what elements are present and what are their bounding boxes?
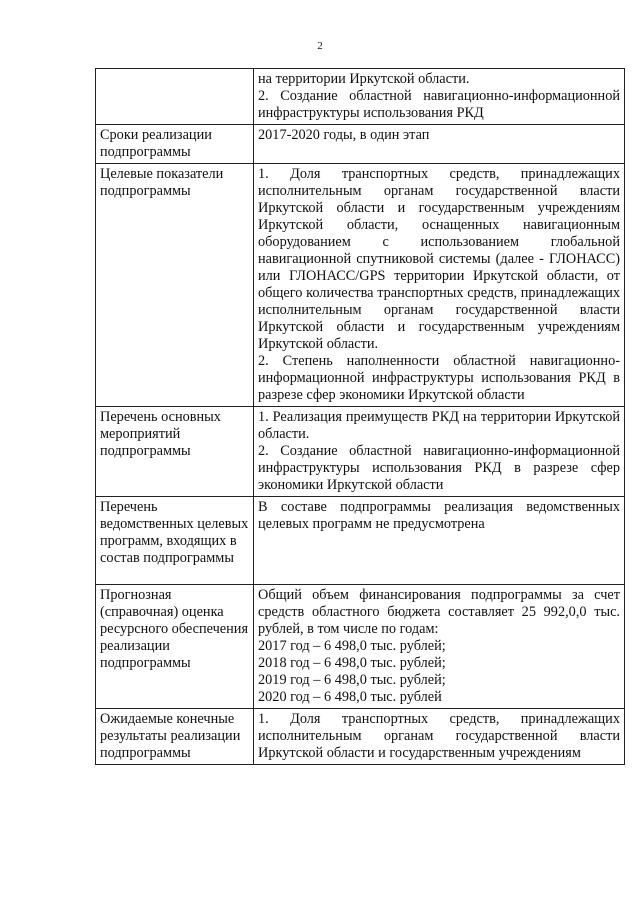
row-content bbox=[254, 125, 625, 164]
row-content bbox=[254, 407, 625, 497]
content-paragraph: В составе подпрограммы реализация ведомственных целевых программ не предусмотрена bbox=[258, 499, 620, 532]
content-paragraph: 2017-2020 годы, в один этап bbox=[258, 127, 430, 143]
row-content bbox=[254, 709, 625, 765]
table-row bbox=[96, 709, 625, 765]
row-label: Целевые показатели подпрограммы bbox=[96, 164, 254, 407]
content-paragraph: 2. Степень наполненности областной навигационно-информационной инфраструктуры использования РКД в разрезе сфер экономики Иркутской области bbox=[258, 353, 620, 403]
table-row bbox=[96, 69, 625, 125]
content-paragraph: 2019 год – 6 498,0 тыс. рублей; bbox=[258, 672, 446, 688]
subprogram-passport-table bbox=[95, 68, 625, 765]
content-paragraph: 2. Создание областной навигационно-информационной инфраструктуры использования РКД в разрезе сфер экономики Иркутской области bbox=[258, 443, 620, 493]
content-paragraph: Общий объем финансирования подпрограммы за счет средств областного бюджета составляет 25 992,0,0 тыс. рублей, в том числе по годам: bbox=[258, 587, 620, 637]
row-content bbox=[254, 497, 625, 585]
row-label: Перечень основных мероприятий подпрограммы bbox=[96, 407, 254, 497]
content-paragraph: 1. Доля транспортных средств, принадлежащих исполнительным органам государственной власти Иркутской области и государственным учреждениям Иркутской области, оснащенных навигационным оборудованием с использованием глобальной навигационной спутниковой системы (далее - ГЛОНАСС) или ГЛОНАСС/GPS территории Иркутской области, от общего количества транспортных средств, принадлежащих исполнительным органам государственной власти Иркутской области и государственным учреждениям Иркутской области. bbox=[258, 166, 620, 352]
content-paragraph: 2020 год – 6 498,0 тыс. рублей bbox=[258, 689, 442, 705]
row-label bbox=[96, 69, 254, 125]
content-paragraph: 2017 год – 6 498,0 тыс. рублей; bbox=[258, 638, 446, 654]
content-paragraph: 2. Создание областной навигационно-информационной инфраструктуры использования РКД bbox=[258, 88, 620, 121]
row-content bbox=[254, 69, 625, 125]
content-paragraph: 1. Доля транспортных средств, принадлежащих исполнительным органам государственной власти Иркутской области и государственным учреждениям bbox=[258, 711, 620, 761]
row-content bbox=[254, 585, 625, 709]
table-row bbox=[96, 497, 625, 585]
row-label: Сроки реализации подпрограммы bbox=[96, 125, 254, 164]
page-number: 2 bbox=[317, 40, 323, 52]
table-row bbox=[96, 164, 625, 407]
table-row bbox=[96, 585, 625, 709]
row-label: Перечень ведомственных целевых программ, входящих в состав подпрограммы bbox=[96, 497, 254, 585]
row-content bbox=[254, 164, 625, 407]
table-row bbox=[96, 125, 625, 164]
content-paragraph: 1. Реализация преимуществ РКД на территории Иркутской области. bbox=[258, 409, 620, 442]
row-label: Ожидаемые конечные результаты реализации подпрограммы bbox=[96, 709, 254, 765]
table-row bbox=[96, 407, 625, 497]
content-paragraph: 2018 год – 6 498,0 тыс. рублей; bbox=[258, 655, 446, 671]
row-label: Прогнозная (справочная) оценка ресурсного обеспечения реализации подпрограммы bbox=[96, 585, 254, 709]
content-paragraph: на территории Иркутской области. bbox=[258, 71, 470, 87]
